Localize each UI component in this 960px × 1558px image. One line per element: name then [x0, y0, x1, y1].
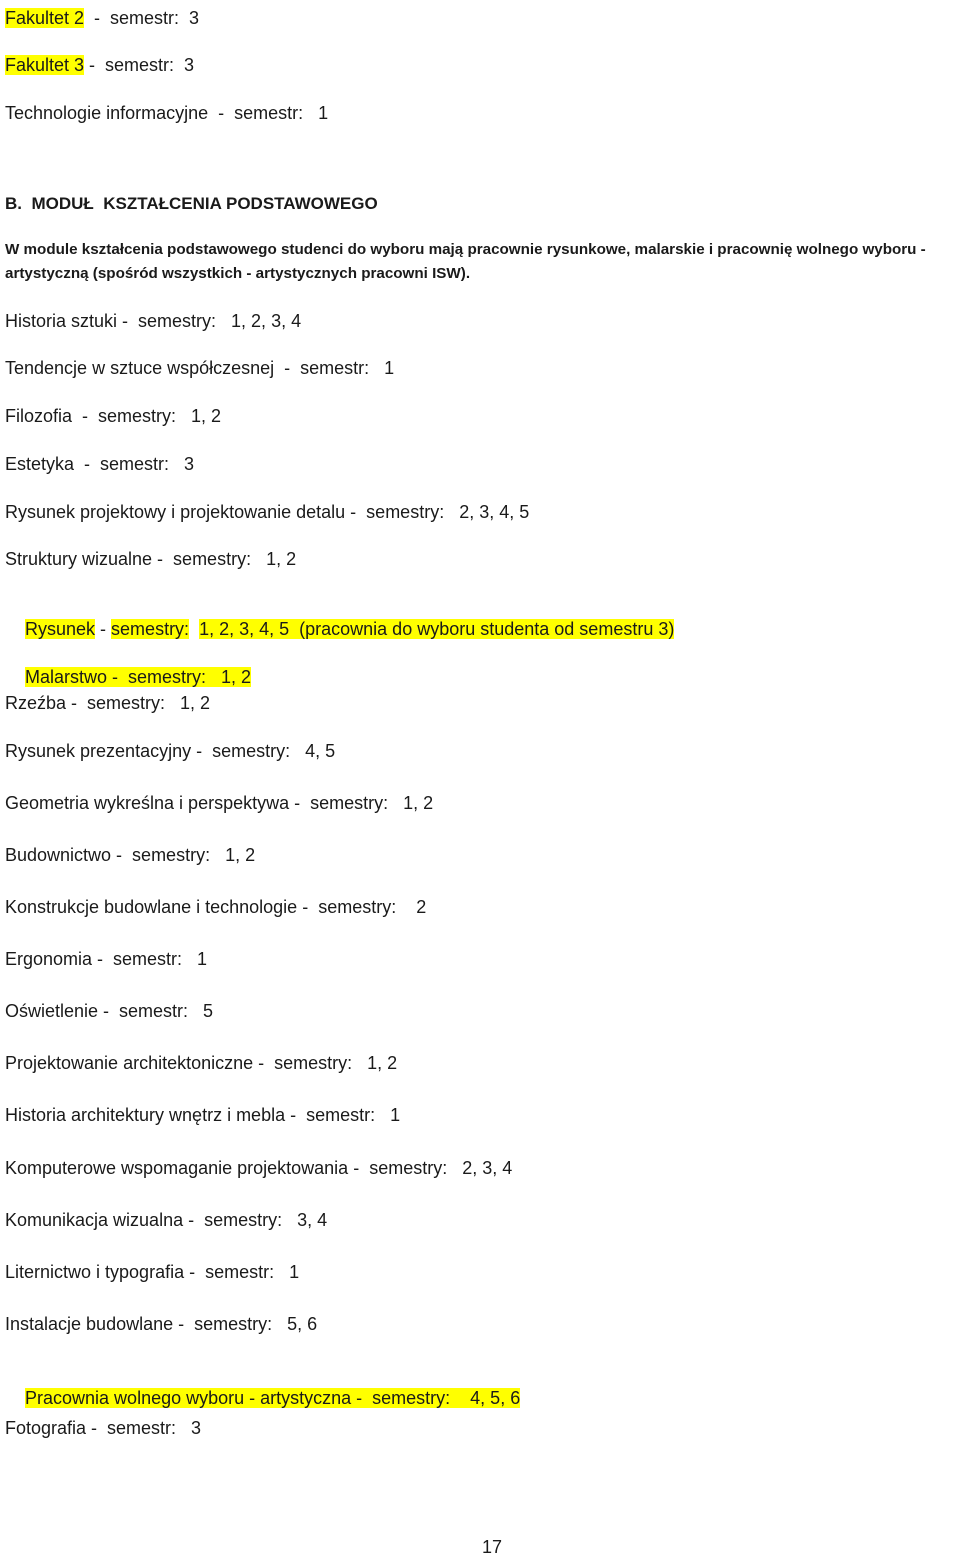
course-semester: - semestr: 3	[84, 8, 200, 28]
highlighted-course: Pracownia wolnego wyboru - artystyczna - semestry: 4, 5, 6	[25, 1388, 521, 1408]
highlighted-course: Malarstwo - semestry: 1, 2	[25, 667, 252, 687]
course-line: Estetyka - semestr: 3	[5, 454, 195, 474]
course-line: Komputerowe wspomaganie projektowania - semestry: 2, 3, 4	[5, 1158, 513, 1178]
course-semester: - semestr: 3	[84, 55, 195, 75]
course-line: Historia sztuki - semestry: 1, 2, 3, 4	[5, 311, 302, 331]
highlighted-label: semestry:	[111, 619, 190, 639]
course-line: Filozofia - semestry: 1, 2	[5, 406, 222, 426]
separator: -	[95, 619, 112, 639]
spacer	[189, 619, 199, 639]
course-line: Struktury wizualne - semestry: 1, 2	[5, 549, 297, 569]
course-line: Historia architektury wnętrz i mebla - semestr: 1	[5, 1105, 401, 1125]
course-line: Projektowanie architektoniczne - semestry: 1, 2	[5, 1053, 398, 1073]
course-line-fakultet-2	[5, 7, 199, 29]
course-line: Tendencje w sztuce współczesnej - semestr: 1	[5, 358, 395, 378]
course-line: Komunikacja wizualna - semestry: 3, 4	[5, 1210, 328, 1230]
highlighted-course-name: Fakultet 3	[5, 55, 85, 75]
course-line: Rzeźba - semestry: 1, 2	[5, 693, 211, 713]
course-line: Oświetlenie - semestr: 5	[5, 1001, 214, 1021]
course-line: Instalacje budowlane - semestry: 5, 6	[5, 1314, 318, 1334]
highlighted-course-name: Rysunek	[25, 619, 96, 639]
section-intro: W module kształcenia podstawowego studenci do wyboru mają pracownie rysunkowe, malarskie i pracownię wolnego wyboru - artystyczną (spośród wszystkich - artystycznych pracowni ISW).	[5, 241, 926, 282]
course-line: Liternictwo i typografia - semestr: 1	[5, 1262, 300, 1282]
course-line: Technologie informacyjne - semestr: 1	[5, 103, 329, 123]
course-line: Rysunek prezentacyjny - semestry: 4, 5	[5, 741, 336, 761]
highlighted-semesters: 1, 2, 3, 4, 5 (pracownia do wyboru studenta od semestru 3)	[199, 619, 675, 639]
highlighted-course-name: Fakultet 2	[5, 8, 85, 28]
course-line: Budownictwo - semestry: 1, 2	[5, 845, 256, 865]
course-line: Konstrukcje budowlane i technologie - semestry: 2	[5, 897, 427, 917]
course-line-fakultet-3	[5, 54, 194, 76]
course-line: Fotografia - semestr: 3	[5, 1418, 202, 1438]
page-number: 17	[482, 1537, 503, 1557]
course-line: Rysunek projektowy i projektowanie detalu - semestry: 2, 3, 4, 5	[5, 502, 530, 522]
course-line: Geometria wykreślna i perspektywa - semestry: 1, 2	[5, 793, 434, 813]
course-line: Ergonomia - semestr: 1	[5, 949, 208, 969]
section-heading: B. MODUŁ KSZTAŁCENIA PODSTAWOWEGO	[5, 194, 378, 213]
